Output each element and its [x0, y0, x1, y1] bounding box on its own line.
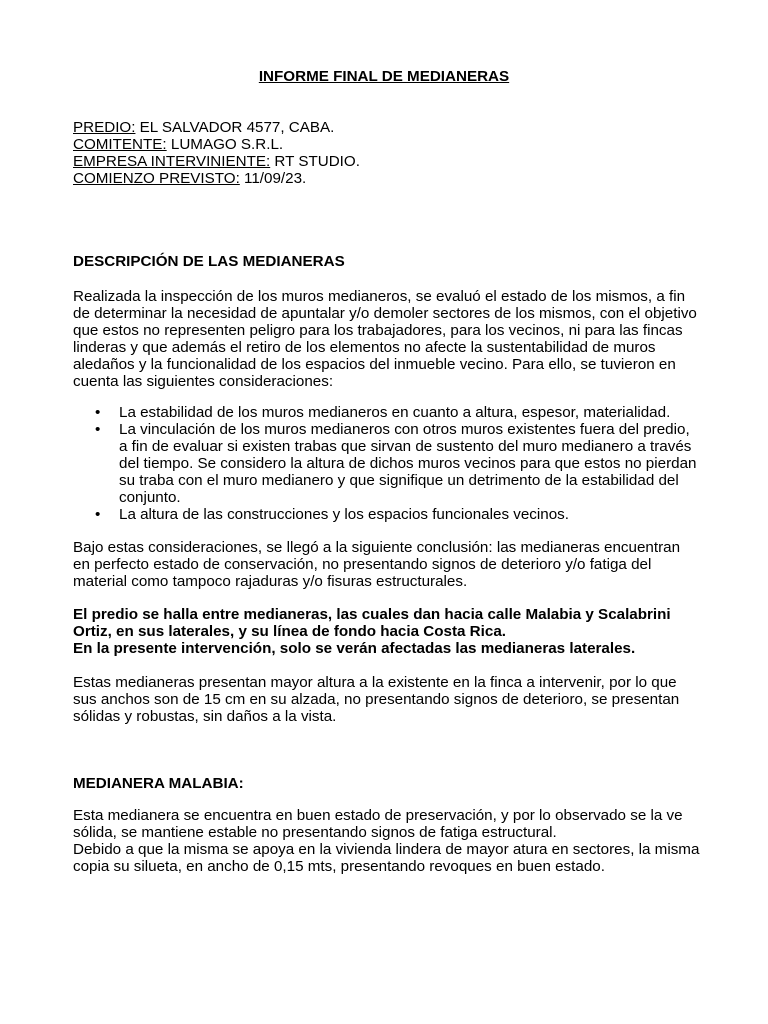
bullet-icon: • — [95, 404, 101, 421]
list-item — [73, 421, 701, 506]
section-heading-malabia: MEDIANERA MALABIA: — [73, 775, 244, 792]
meta-value: RT STUDIO. — [270, 153, 360, 170]
meta-value: LUMAGO S.R.L. — [166, 136, 284, 153]
meta-label: COMITENTE: — [73, 136, 167, 153]
project-info — [73, 119, 713, 187]
malabia-paragraph-2: Debido a que la misma se apoya en la vivienda lindera de mayor atura en sectores, la misma copia su silueta, en ancho de 0,15 mts, presentando revoques en buen estado. — [73, 841, 700, 875]
meta-value: EL SALVADOR 4577, CABA. — [135, 119, 335, 136]
meta-label: EMPRESA INTERVINIENTE: — [73, 153, 271, 170]
document-title: INFORME FINAL DE MEDIANERAS — [258, 68, 510, 85]
meta-predio — [73, 119, 713, 136]
meta-label: COMIENZO PREVISTO: — [73, 170, 240, 187]
bold-statement-location: El predio se halla entre medianeras, las cuales dan hacia calle Malabia y Scalabrini Ortiz, en sus laterales, y su línea de fondo hacia Costa Rica. — [73, 606, 671, 640]
bullet-icon: • — [95, 421, 101, 438]
meta-label: PREDIO: — [73, 119, 136, 136]
conclusion-paragraph: Bajo estas consideraciones, se llegó a la siguiente conclusión: las medianeras encuentran en perfecto estado de conservación, no presentando signos de deterioro y/o fatiga del material como tampoco rajaduras y/o fisuras estructurales. — [73, 539, 681, 590]
meta-comitente — [73, 136, 713, 153]
considerations-list — [73, 404, 701, 523]
meta-value: 11/09/23. — [239, 170, 307, 187]
list-item-text: La vinculación de los muros medianeros con otros muros existentes fuera del predio, a fin de evaluar si existen trabas que sirvan de sustento del muro medianero a través del tiempo. Se considero la altura de dichos muros vecinos para que estos no pierdan su traba con el muro medianero y que signifique un detrimento de la estabilidad del conjunto. — [119, 421, 697, 506]
bold-statement-scope: En la presente intervención, solo se verán afectadas las medianeras laterales. — [73, 640, 636, 657]
list-item — [73, 404, 701, 421]
malabia-paragraph-1: Esta medianera se encuentra en buen estado de preservación, y por lo observado se la ve sólida, se mantiene estable no presentando signos de fatiga estructural. — [73, 807, 683, 841]
intro-paragraph: Realizada la inspección de los muros medianeros, se evaluó el estado de los mismos, a fin de determinar la necesidad de apuntalar y/o demoler sectores de los mismos, con el objetivo que estos no representen peligro para los trabajadores, para los vecinos, ni para las fincas linderas y que además el retiro de los elementos no afecte la sustentabilidad de muros aledaños y la funcionalidad de los espacios del inmueble vecino. Para ello, se tuvieron en cuenta las siguientes consideraciones: — [73, 288, 697, 390]
meta-comienzo — [73, 170, 713, 187]
list-item-text: La estabilidad de los muros medianeros en cuanto a altura, espesor, materialidad. — [119, 404, 671, 421]
heights-paragraph: Estas medianeras presentan mayor altura a la existente en la finca a intervenir, por lo que sus anchos son de 15 cm en su alzada, no presentando signos de deterioro, se presentan sólidas y robustas, sin daños a la vista. — [73, 674, 680, 725]
list-item — [73, 506, 701, 523]
bullet-icon: • — [95, 506, 101, 523]
section-heading-descripcion: DESCRIPCIÓN DE LAS MEDIANERAS — [73, 253, 345, 270]
list-item-text: La altura de las construcciones y los espacios funcionales vecinos. — [119, 506, 569, 523]
meta-empresa — [73, 153, 713, 170]
